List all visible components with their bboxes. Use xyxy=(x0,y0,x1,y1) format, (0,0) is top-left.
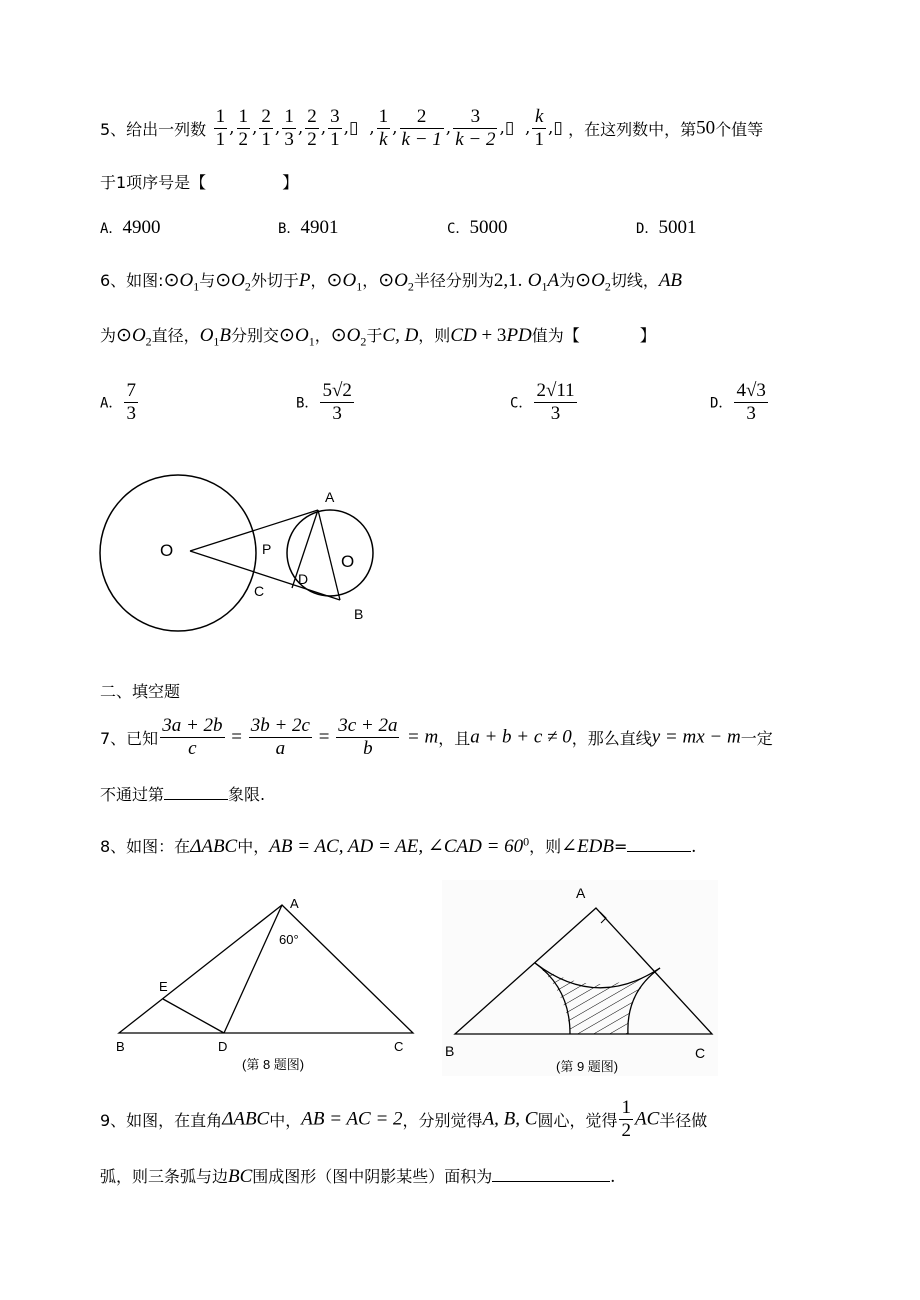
label-o1: O xyxy=(160,541,174,560)
q5-line2-text: 于1项序号是【 xyxy=(100,173,207,192)
q6-figure xyxy=(90,455,390,655)
fig8-label-c: C xyxy=(394,1039,404,1054)
q5-line1 xyxy=(100,106,763,150)
q5-prefix: 5、给出一列数 xyxy=(100,119,207,139)
q5-sequence: $\frac{1}{1}$ , $\frac{1}{2}$ , $\frac{2}{1}$ , $\frac{1}{3}$ , $\frac{2}{2}$ , $\frac{3}{1}$ ,▯ , $\frac{1}{k}$ , $\frac{2}{k - 1}$ , $\frac{3}{k - 2}$ ,▯ , $\frac{k}{1}$ ,▯ xyxy=(215,106,569,150)
q9-answer-blank[interactable] xyxy=(492,1163,610,1182)
tangent-line-oa xyxy=(190,510,318,551)
fig8-label-a: A xyxy=(290,896,299,911)
segment-ed xyxy=(163,999,224,1033)
q6-option-a: A． $\frac{7}{3}$ xyxy=(100,380,136,424)
triangle-abc xyxy=(119,905,413,1033)
fig8-caption: (第 8 题图) xyxy=(242,1057,305,1072)
fig9-background xyxy=(442,880,718,1076)
q9-line1: 9、如图，在直角ΔABC中，AB = AC = 2，分别觉得A, B, C圆心，觉得 $\frac{1}{2}$ AC半径做 xyxy=(100,1097,708,1141)
fig8-label-e: E xyxy=(159,979,168,994)
fig9 xyxy=(440,878,720,1078)
q7-answer-blank[interactable] xyxy=(164,781,228,800)
fig8 xyxy=(110,890,430,1075)
line-ob xyxy=(190,551,340,600)
fig8-label-d: D xyxy=(218,1039,228,1054)
fig9-label-a: A xyxy=(576,885,586,901)
section2-title: 二、填空题 xyxy=(100,682,181,701)
label-b: B xyxy=(354,606,364,622)
q5-option-a: A．4900 xyxy=(100,217,161,238)
q5-n50: 50 xyxy=(696,117,716,139)
label-a: A xyxy=(325,489,335,505)
segment-ad xyxy=(224,905,282,1033)
q6-option-d: D． $\frac{4√3}{3}$ xyxy=(710,380,766,424)
q7-line1: 7、已知 $\frac{3a + 2b}{c}$ = $\frac{3b + 2c}{a}$ = $\frac{3c + 2a}{b}$ = m，且a + b + c ≠ 0，那么直线y = mx − m一定 xyxy=(100,715,773,759)
q5-suffix: 个值等 xyxy=(715,119,764,139)
q6-option-c: C． $\frac{2√11}{3}$ xyxy=(510,380,575,424)
fig8-label-b: B xyxy=(116,1039,125,1054)
q5-option-b: B．4901 xyxy=(278,217,339,238)
q5-line2 xyxy=(100,170,298,193)
fig8-angle: 60° xyxy=(279,932,299,947)
label-d: D xyxy=(298,571,309,587)
q9-line2: 弧，则三条弧与边BC围成图形（图中阴影某些）面积为 . xyxy=(100,1163,615,1188)
q6-line1: 6、如图$:⊙O_1$与$⊙O_2$外切于P，$⊙O_1$，$⊙O_2$半径分别为2,1. $O_1A$为$⊙O_2$切线，AB xyxy=(100,270,683,294)
fig9-label-b: B xyxy=(445,1043,455,1059)
q8-answer-blank[interactable] xyxy=(627,833,691,852)
fig9-caption: (第 9 题图) xyxy=(556,1059,619,1074)
label-o2: O xyxy=(341,552,355,571)
label-p: P xyxy=(262,541,272,557)
q6-line2: 为$⊙O_2$直径，$O_1B$分别交$⊙O_1$，$⊙O_2$于C, D，则CD + 3PD值为【 】 xyxy=(100,325,656,349)
q5-option-c: C．5000 xyxy=(447,217,508,238)
q5-option-d: D．5001 xyxy=(636,217,697,238)
q7-line2: 不通过第 象限. xyxy=(100,781,265,805)
diameter-ab xyxy=(318,510,340,600)
q8-line: 8、如图：在ΔABC中，AB = AC, AD = AE, ∠CAD = $60^0$，则∠EDB= . xyxy=(100,834,697,857)
fig9-label-c: C xyxy=(695,1045,706,1061)
q5-mid: ，在这列数中，第 xyxy=(568,119,697,139)
q5-bracket-close: 】 xyxy=(282,173,299,192)
label-c: C xyxy=(254,583,265,599)
circle-o1 xyxy=(100,475,256,631)
q6-option-b: B． $\frac{5√2}{3}$ xyxy=(296,380,352,424)
